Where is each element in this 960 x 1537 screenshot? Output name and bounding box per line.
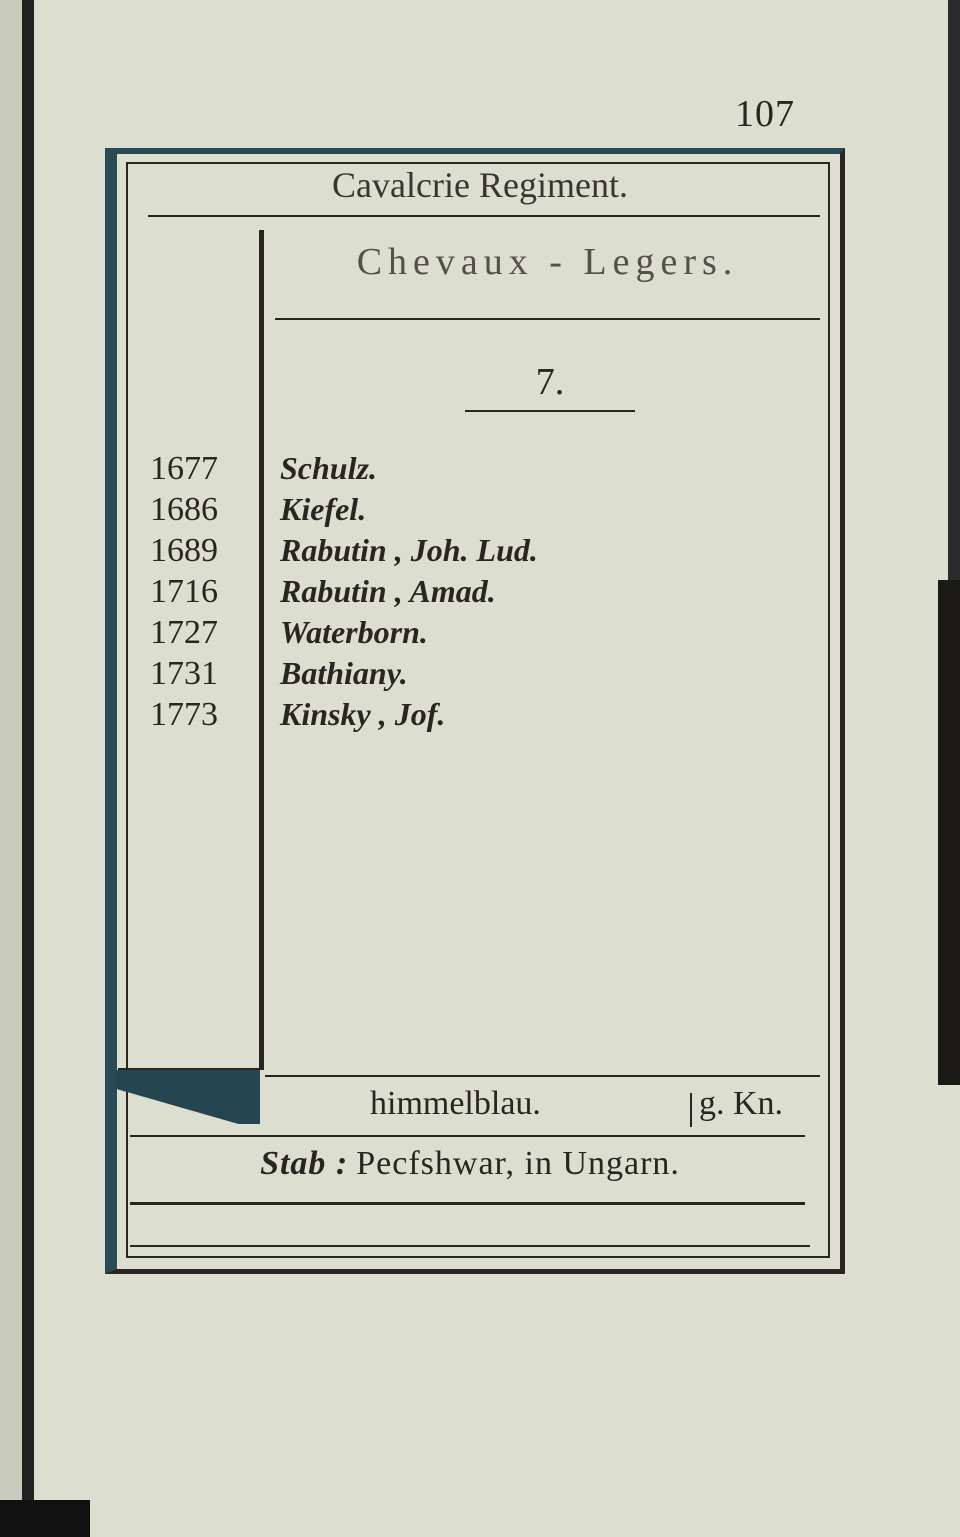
- subtitle-rule: [275, 318, 820, 320]
- commander-name: Kiefel.: [280, 491, 367, 527]
- uniform-facing: himmelblau.: [370, 1085, 541, 1122]
- commander-name: Schulz.: [280, 450, 377, 486]
- commander-name: Waterborn.: [280, 614, 428, 650]
- stab-line: [130, 1145, 810, 1183]
- commander-name: Rabutin , Amad.: [280, 573, 496, 609]
- stab-location: Pecfshwar, in Ungarn.: [356, 1145, 680, 1182]
- number-rule: [465, 410, 635, 412]
- facing-page-edge: [938, 580, 960, 1085]
- page-number: 107: [735, 93, 795, 135]
- commander-name: Bathiany.: [280, 655, 408, 691]
- commander-year: 1731: [150, 655, 218, 692]
- commander-name: Kinsky , Jof.: [280, 696, 446, 732]
- page-margin-left: [0, 0, 22, 1537]
- commander-year: 1686: [150, 491, 218, 528]
- uniform-top-rule: [265, 1075, 820, 1077]
- scan-corner: [0, 1500, 90, 1537]
- uniform-bottom-rule: [130, 1135, 805, 1137]
- year-column: [150, 448, 260, 735]
- uniform-buttons: g. Kn.: [699, 1085, 784, 1122]
- bottom-rule: [130, 1245, 810, 1247]
- regiment-type: Chevaux - Legers.: [356, 241, 739, 283]
- title-rule: [148, 215, 820, 217]
- page-edge-right: [948, 0, 960, 580]
- binding-edge: [22, 0, 34, 1537]
- commander-year: 1727: [150, 614, 218, 651]
- page-title: Cavalcrie Regiment.: [332, 165, 628, 205]
- name-column: [280, 448, 800, 735]
- commander-name: Rabutin , Joh. Lud.: [280, 532, 538, 568]
- stab-rule: [130, 1202, 805, 1205]
- swatch-top-rule: [118, 1068, 260, 1070]
- commander-year: 1716: [150, 573, 218, 610]
- commander-year: 1689: [150, 532, 218, 569]
- stab-label: Stab :: [260, 1145, 349, 1182]
- commander-year: 1677: [150, 450, 218, 487]
- regiment-number: 7.: [535, 361, 565, 403]
- commander-year: 1773: [150, 696, 218, 733]
